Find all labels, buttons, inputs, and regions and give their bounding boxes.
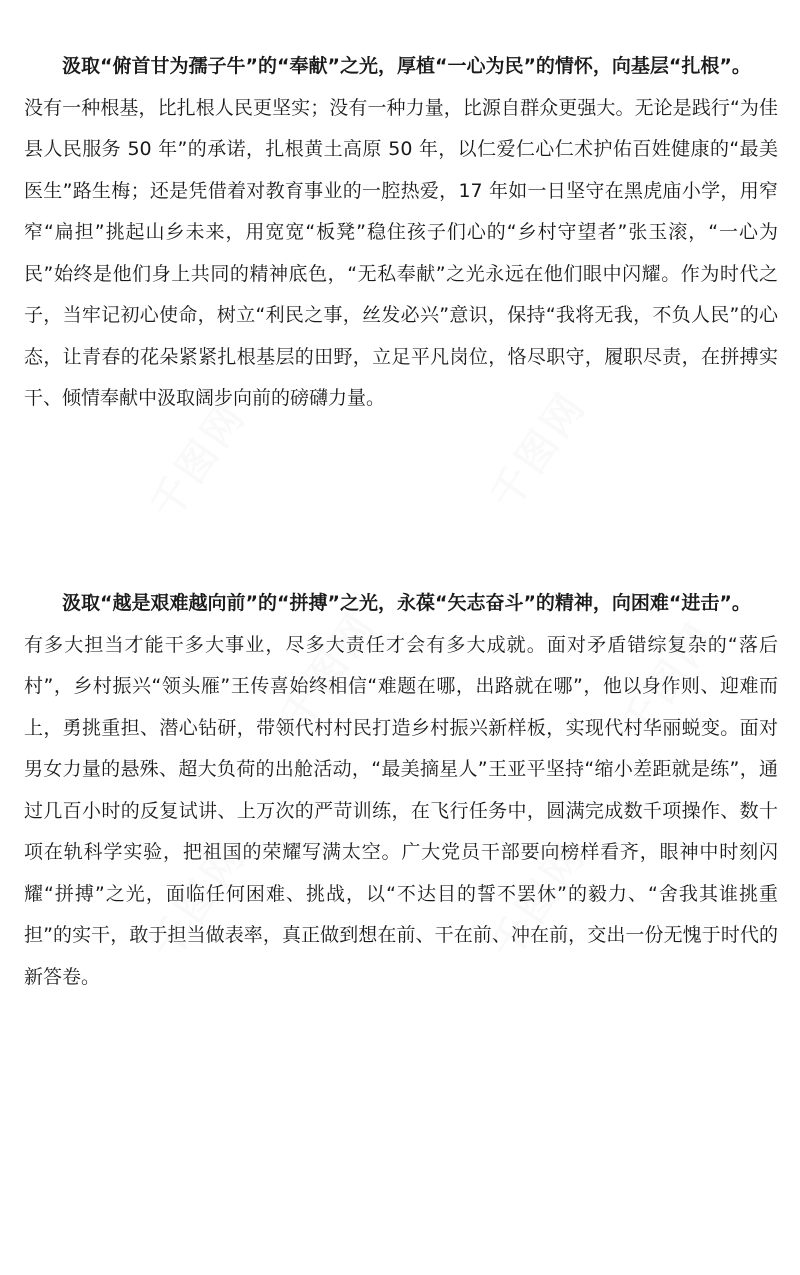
section-1-heading: 汲取“俯首甘为孺子牛”的“奉献”之光，厚植“一心为民”的情怀，向基层“扎根”。 xyxy=(62,55,751,77)
watermark: 千图网 xyxy=(482,833,596,968)
watermark: 千图网 xyxy=(272,603,386,738)
watermark: 千图网 xyxy=(142,833,256,968)
watermark: 千图网 xyxy=(482,383,596,518)
article-section-1 xyxy=(24,46,778,420)
section-2-body: 有多大担当才能干多大事业，尽多大责任才会有多大成就。面对矛盾错综复杂的“落后村”，乡村振兴“领头雁”王传喜始终相信“难题在哪，出路就在哪”，他以身作则、迎难而上，勇挑重担、潜心钻研，带领代村村民打造乡村振兴新样板，实现代村华丽蜕变。面对男女力量的悬殊、超大负荷的出舱活动，“最美摘星人”王亚平坚持“缩小差距就是练”，通过几百小时的反复试讲、上万次的严苛训练，在飞行任务中，圆满完成数千项操作、数十项在轨科学实验，把祖国的荣耀写满太空。广大党员干部要向榜样看齐，眼神中时刻闪耀“拼搏”之光，面临任何困难、挑战，以“不达目的誓不罢休”的毅力、“舍我其谁挑重担”的实干，敢于担当做表率，真正做到想在前、干在前、冲在前，交出一份无愧于时代的新答卷。 xyxy=(24,633,778,988)
watermark: 千图网 xyxy=(142,393,256,528)
watermark: 千图网 xyxy=(612,613,726,748)
section-1-body: 没有一种根基，比扎根人民更坚实；没有一种力量，比源自群众更强大。无论是践行“为佳县人民服务 50 年”的承诺，扎根黄土高原 50 年，以仁爱仁心仁术护佑百姓健康的“最美医生”路生梅；还是凭借着对教育事业的一腔热爱，17 年如一日坚守在黑虎庙小学，用窄窄“扁担”挑起山乡未来，用宽宽“板凳”稳住孩子们心的“乡村守望者”张玉滚，“一心为民”始终是他们身上共同的精神底色，“无私奉献”之光永远在他们眼中闪耀。作为时代之子，当牢记初心使命，树立“利民之事，丝发必兴”意识，保持“我将无我，不负人民”的心态，让青春的花朵紧紧扎根基层的田野，立足平凡岗位，恪尽职守，履职尽责，在拼搏实干、倾情奉献中汲取阔步向前的磅礴力量。 xyxy=(24,96,778,409)
article-section-2 xyxy=(24,583,778,998)
section-2-heading: 汲取“越是艰难越向前”的“拼搏”之光，永葆“矢志奋斗”的精神，向困难“进击”。 xyxy=(62,592,751,614)
